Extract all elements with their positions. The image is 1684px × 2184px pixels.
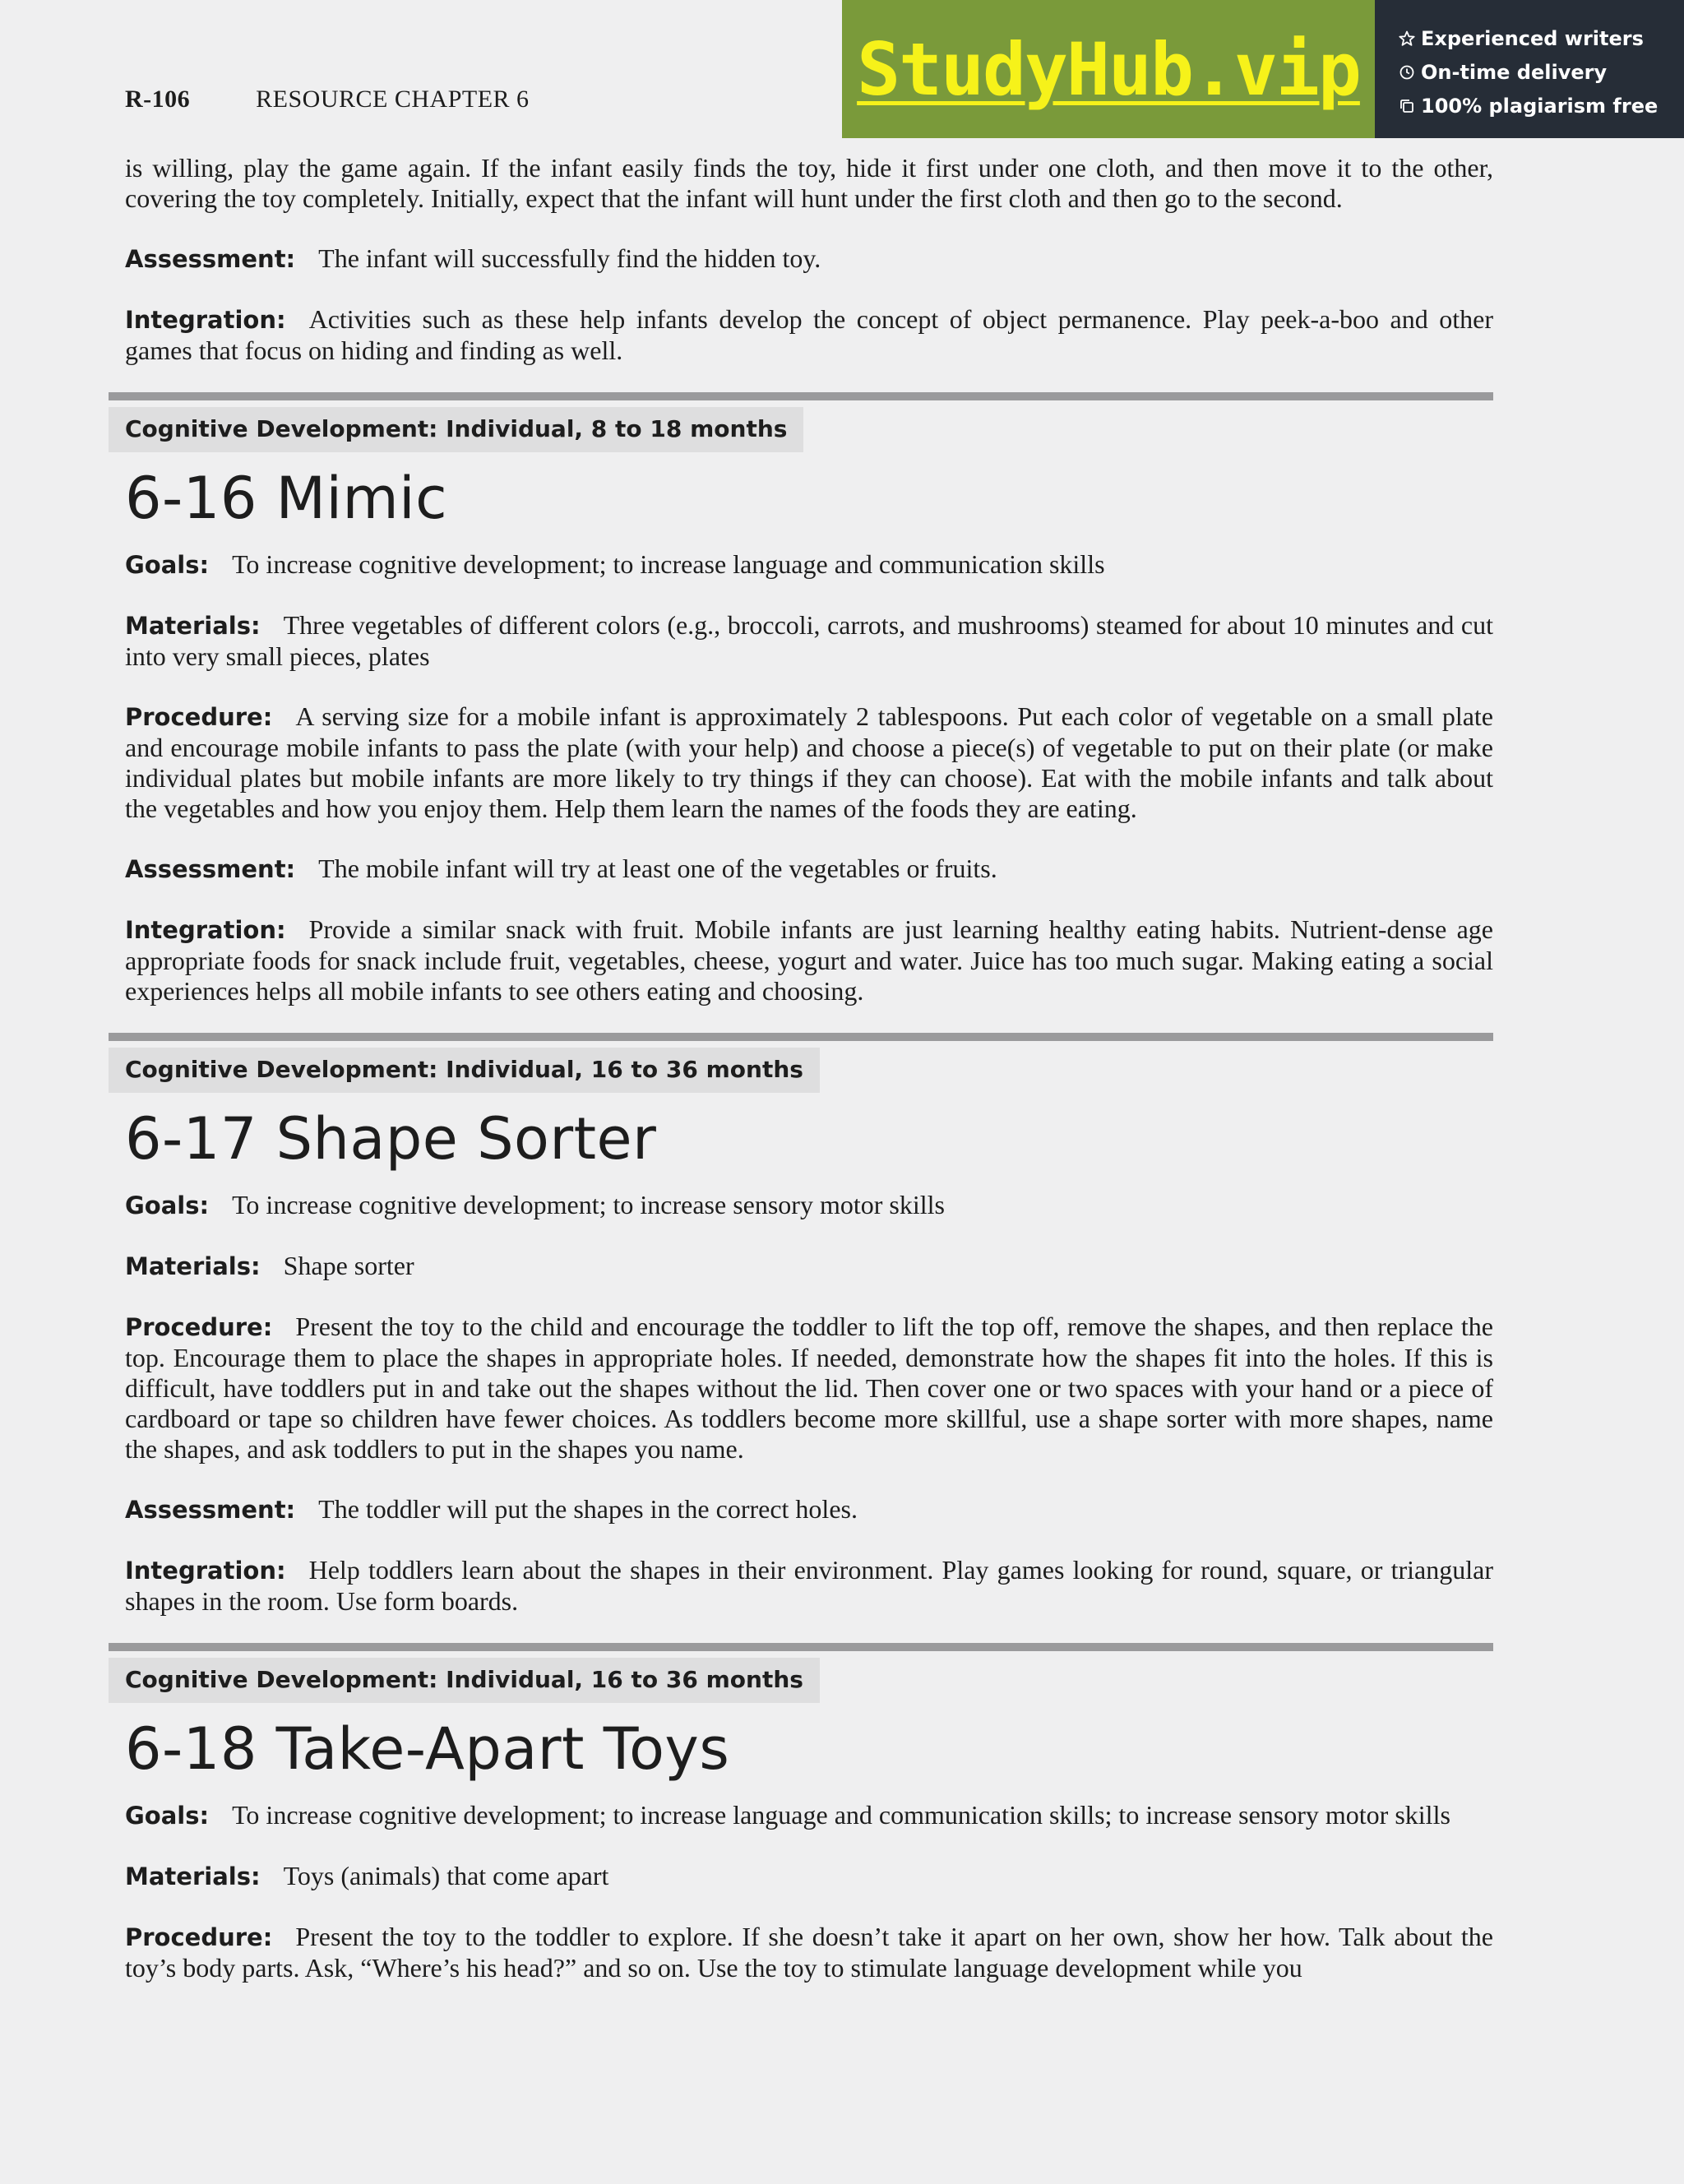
studyhub-banner[interactable] [842,0,1684,138]
activity-6-18 [125,1658,1493,1983]
assessment-text: The toddler will put the shapes in the correct holes. [318,1494,858,1524]
page-number: R-106 [125,86,191,113]
section-tag: Cognitive Development: Individual, 8 to 18 months [109,407,803,452]
running-head [125,86,530,113]
banner-brand[interactable] [842,0,1375,138]
assessment-text: The infant will successfully find the hidden toy. [318,243,821,273]
activity-6-16 [125,407,1493,1006]
goals-text: To increase cognitive development; to increase language and communication skills; to increase sensory motor skills [232,1800,1450,1830]
clock-icon [1398,63,1416,81]
procedure-paragraph [125,1312,1493,1464]
copy-icon [1398,97,1416,115]
procedure-label: Procedure: [125,703,273,731]
activity-title: 6-16 Mimic [125,465,448,532]
banner-features [1375,0,1684,138]
materials-label: Materials: [125,1862,261,1890]
goals-label: Goals: [125,1191,210,1219]
procedure-text: Present the toy to the child and encourage the toddler to lift the top off, remove the shapes, and then replace the top. Encourage them to place the shapes in appropriate holes. If needed, demonstrate how the shapes fit into the holes. If this is difficult, have toddlers put in and take out the shapes without the lid. Then cover one or two spaces with your hand or a piece of cardboard or tape so children have fewer choices. As toddlers become more skillful, use a shape sorter with more shapes, name the shapes, and ask toddlers to put in the shapes you name. [125,1312,1493,1464]
assessment-label: Assessment: [125,1496,296,1524]
section-divider [109,1643,1493,1651]
materials-label: Materials: [125,612,261,640]
activity-6-17 [125,1048,1493,1617]
integration-text: Provide a similar snack with fruit. Mobile infants are just learning healthy eating habits. Nutrient-dense age appropriate foods for snack include fruit, vegetables, cheese, yogurt and water. Juice has too much sugar. Making eating a social experiences helps all mobile infants to see others eating and choosing. [125,914,1493,1006]
integration-paragraph [125,914,1493,1006]
integration-label: Integration: [125,916,286,944]
procedure-text: Present the toy to the toddler to explore. If she doesn’t take it apart on her own, show her how. Talk about the toy’s body parts. Ask, “Where’s his head?” and so on. Use the toy to stimulate language development while you [125,1922,1493,1983]
materials-paragraph [125,1861,1493,1892]
goals-paragraph [125,549,1493,581]
integration-text: Activities such as these help infants develop the concept of object permanence. Play peek-a-boo and other games that focus on hiding and finding as well. [125,304,1493,365]
materials-text: Toys (animals) that come apart [283,1861,609,1890]
chapter-title: RESOURCE CHAPTER 6 [256,86,530,113]
goals-label: Goals: [125,1802,210,1830]
page-content [125,153,1493,1983]
feature-item [1398,55,1684,89]
integration-label: Integration: [125,306,286,334]
integration-paragraph [125,304,1493,366]
activity-title: 6-18 Take-Apart Toys [125,1715,730,1783]
section-tag: Cognitive Development: Individual, 16 to 36 months [109,1658,820,1703]
goals-label: Goals: [125,551,210,579]
assessment-paragraph [125,243,1493,275]
activity-title: 6-17 Shape Sorter [125,1105,657,1173]
feature-text: On-time delivery [1421,60,1608,84]
continuation-paragraph: is willing, play the game again. If the infant easily finds the toy, hide it first under one cloth, and then move it to the other, covering the toy completely. Initially, expect that the infant will hunt under the first cloth and then go to the second. [125,153,1493,213]
feature-item [1398,89,1684,123]
section-tag: Cognitive Development: Individual, 16 to 36 months [109,1048,820,1093]
assessment-text: The mobile infant will try at least one of the vegetables or fruits. [318,854,997,883]
star-icon [1398,30,1416,48]
integration-paragraph [125,1555,1493,1617]
goals-text: To increase cognitive development; to increase sensory motor skills [232,1190,945,1219]
procedure-label: Procedure: [125,1923,273,1951]
materials-text: Three vegetables of different colors (e.g., broccoli, carrots, and mushrooms) steamed for about 10 minutes and cut into very small pieces, plates [125,610,1493,671]
integration-label: Integration: [125,1557,286,1585]
materials-text: Shape sorter [283,1251,414,1280]
feature-text: 100% plagiarism free [1421,94,1659,118]
brand-logo: StudyHub.vip [857,26,1360,112]
procedure-text: A serving size for a mobile infant is approximately 2 tablespoons. Put each color of vegetable on a small plate and encourage mobile infants to pass the plate (with your help) and choose a piece(s) of vegetable to put on their plate (or make individual plates but mobile infants are more likely to try things if they can choose). Eat with the mobile infants and talk about the vegetables and how you enjoy them. Help them learn the names of the foods they are eating. [125,701,1493,823]
assessment-label: Assessment: [125,855,296,883]
procedure-label: Procedure: [125,1313,273,1341]
materials-label: Materials: [125,1252,261,1280]
assessment-paragraph [125,854,1493,885]
procedure-paragraph [125,1922,1493,1983]
integration-text: Help toddlers learn about the shapes in their environment. Play games looking for round, square, or triangular shapes in the room. Use form boards. [125,1555,1493,1616]
goals-paragraph [125,1190,1493,1221]
section-divider [109,1033,1493,1041]
goals-text: To increase cognitive development; to increase language and communication skills [232,549,1105,579]
materials-paragraph [125,1251,1493,1282]
goals-paragraph [125,1800,1493,1831]
feature-item [1398,21,1684,55]
feature-text: Experienced writers [1421,26,1644,50]
section-divider [109,392,1493,400]
materials-paragraph [125,610,1493,672]
assessment-label: Assessment: [125,245,296,273]
procedure-paragraph [125,701,1493,824]
assessment-paragraph [125,1494,1493,1525]
